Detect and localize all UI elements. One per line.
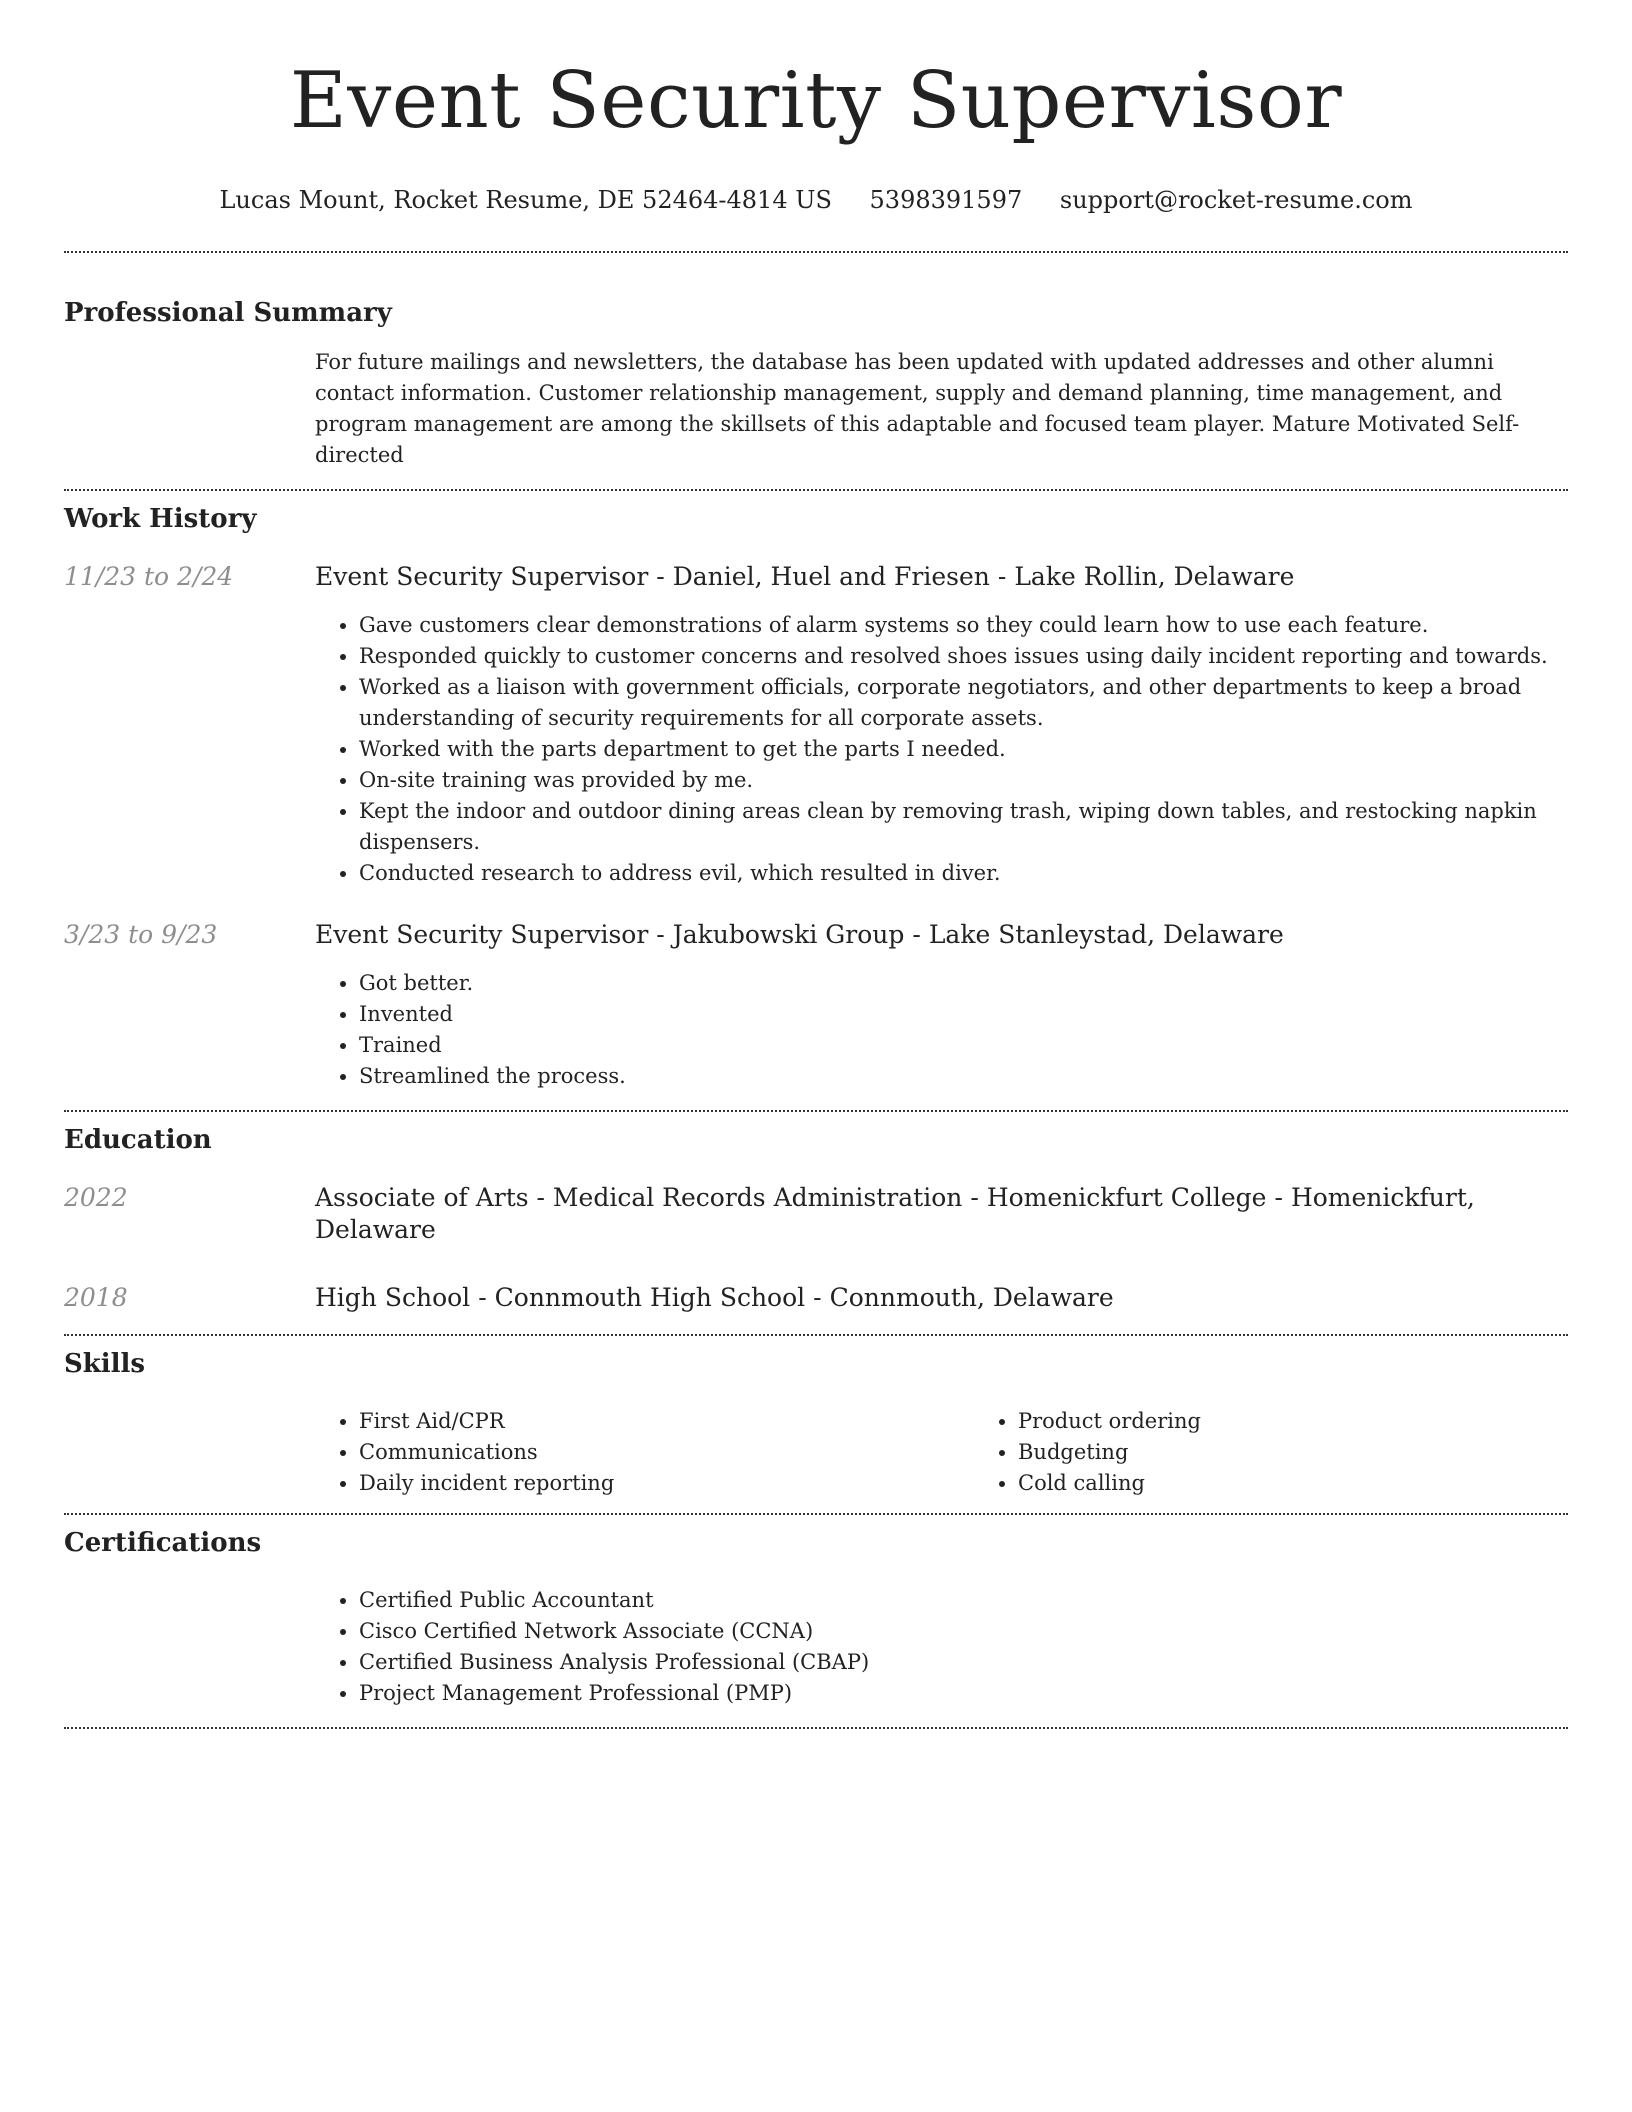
job-dates-col bbox=[64, 561, 315, 593]
skills-grid bbox=[315, 1406, 1632, 1499]
job-bullets bbox=[315, 968, 1568, 1092]
job-company: Jakubowski Group bbox=[672, 920, 905, 949]
list-item: • Certified Public Accountant bbox=[359, 1585, 1568, 1616]
job-entry bbox=[64, 919, 1568, 1092]
certifications-section bbox=[64, 1527, 1568, 1709]
skills-row bbox=[64, 1406, 1568, 1499]
section-title-summary: Professional Summary bbox=[64, 298, 392, 328]
resume-name: Event Security Supervisor bbox=[289, 56, 1343, 146]
list-item: • Certified Business Analysis Professional (CBAP) bbox=[359, 1647, 1568, 1678]
job-company: Daniel, Huel and Friesen bbox=[672, 562, 990, 591]
separator: - bbox=[813, 1283, 822, 1312]
education-section bbox=[64, 1124, 1568, 1314]
job-details bbox=[315, 919, 1568, 1092]
skills-section bbox=[64, 1348, 1568, 1499]
section-divider bbox=[64, 1727, 1568, 1729]
job-details bbox=[315, 561, 1568, 889]
education-school: Connmouth High School bbox=[494, 1283, 806, 1312]
education-heading bbox=[315, 1182, 1568, 1246]
job-dates: 3/23 to 9/23 bbox=[64, 920, 218, 949]
education-location: Connmouth, Delaware bbox=[829, 1283, 1114, 1312]
section-divider bbox=[64, 1110, 1568, 1112]
section-divider bbox=[64, 489, 1568, 491]
list-item: • On-site training was provided by me. bbox=[359, 765, 1568, 796]
summary-row bbox=[64, 347, 1568, 471]
separator: - bbox=[478, 1283, 487, 1312]
job-heading bbox=[315, 919, 1568, 951]
education-degree: High School bbox=[315, 1283, 471, 1312]
contact-address: Lucas Mount, Rocket Resume, DE 52464-4814 US bbox=[219, 186, 832, 214]
contact-line bbox=[64, 185, 1568, 215]
list-item: • Trained bbox=[359, 1030, 1568, 1061]
separator: - bbox=[656, 562, 665, 591]
work-section bbox=[64, 503, 1568, 1092]
section-title-education: Education bbox=[64, 1125, 212, 1155]
job-position: Event Security Supervisor bbox=[315, 920, 649, 949]
job-bullets bbox=[315, 610, 1568, 889]
separator: - bbox=[970, 1183, 979, 1212]
list-item: • Gave customers clear demonstrations of alarm systems so they could learn how to use each feature. bbox=[359, 610, 1568, 641]
separator: - bbox=[997, 562, 1007, 591]
education-entry bbox=[64, 1282, 1568, 1314]
education-entry bbox=[64, 1182, 1568, 1246]
education-school: Homenickfurt College bbox=[986, 1183, 1267, 1212]
education-degree: Associate of Arts - Medical Records Administration bbox=[315, 1183, 963, 1212]
list-item: • Worked as a liaison with government officials, corporate negotiators, and other departments to keep a broad understanding of security requirements for all corporate assets. bbox=[359, 672, 1568, 734]
education-year-col bbox=[64, 1182, 315, 1214]
section-title-work: Work History bbox=[64, 504, 257, 534]
summary-section bbox=[64, 297, 1568, 471]
separator: - bbox=[912, 920, 921, 949]
section-divider bbox=[64, 251, 1568, 253]
education-year: 2022 bbox=[64, 1183, 128, 1212]
section-title-skills: Skills bbox=[64, 1349, 146, 1379]
list-item: • Conducted research to address evil, which resulted in diver. bbox=[359, 858, 1568, 889]
education-year-col bbox=[64, 1282, 315, 1314]
job-heading bbox=[315, 561, 1568, 593]
list-item: • Kept the indoor and outdoor dining areas clean by removing trash, wiping down tables, and restocking napkin dispensers. bbox=[359, 796, 1568, 858]
contact-email: support@rocket-resume.com bbox=[1059, 186, 1413, 214]
list-item: • Daily incident reporting bbox=[359, 1468, 974, 1499]
job-dates-col bbox=[64, 919, 315, 951]
job-location: Lake Rollin, Delaware bbox=[1014, 562, 1295, 591]
contact-phone: 5398391597 bbox=[869, 186, 1023, 214]
list-item: • Streamlined the process. bbox=[359, 1061, 1568, 1092]
skills-column-1 bbox=[315, 1406, 974, 1499]
list-item: • Cisco Certified Network Associate (CCNA) bbox=[359, 1616, 1568, 1647]
section-title-certifications: Certifications bbox=[64, 1528, 262, 1558]
skills-column-2 bbox=[974, 1406, 1632, 1499]
separator: - bbox=[656, 920, 665, 949]
list-item: • Responded quickly to customer concerns and resolved shoes issues using daily incident reporting and towards. bbox=[359, 641, 1568, 672]
education-details bbox=[315, 1182, 1568, 1246]
education-year: 2018 bbox=[64, 1283, 128, 1312]
job-entry bbox=[64, 561, 1568, 889]
certifications-list bbox=[315, 1585, 1568, 1709]
section-divider bbox=[64, 1513, 1568, 1515]
summary-text: For future mailings and newsletters, the database has been updated with updated addresses and other alumni contact information. Customer relationship management, supply and demand planning, time management, and program management are among the skillsets of this adaptable and focused team player. Mature Motivated Self-directed bbox=[315, 350, 1520, 467]
education-heading bbox=[315, 1282, 1568, 1314]
list-item: • Got better. bbox=[359, 968, 1568, 999]
certifications-right bbox=[315, 1585, 1568, 1709]
list-item: • Budgeting bbox=[1018, 1437, 1632, 1468]
list-item: • Invented bbox=[359, 999, 1568, 1030]
list-item: • First Aid/CPR bbox=[359, 1406, 974, 1437]
job-location: Lake Stanleystad, Delaware bbox=[928, 920, 1284, 949]
job-position: Event Security Supervisor bbox=[315, 562, 649, 591]
section-divider bbox=[64, 1334, 1568, 1336]
list-item: • Communications bbox=[359, 1437, 974, 1468]
certifications-row bbox=[64, 1585, 1568, 1709]
list-item: • Product ordering bbox=[1018, 1406, 1632, 1437]
education-location: Homenickfurt, Delaware bbox=[315, 1183, 1475, 1244]
separator: - bbox=[1274, 1183, 1283, 1212]
job-dates: 11/23 to 2/24 bbox=[64, 562, 234, 591]
list-item: • Worked with the parts department to get the parts I needed. bbox=[359, 734, 1568, 765]
list-item: • Project Management Professional (PMP) bbox=[359, 1678, 1568, 1709]
summary-right bbox=[315, 347, 1568, 471]
list-item: • Cold calling bbox=[1018, 1468, 1632, 1499]
education-details bbox=[315, 1282, 1568, 1314]
